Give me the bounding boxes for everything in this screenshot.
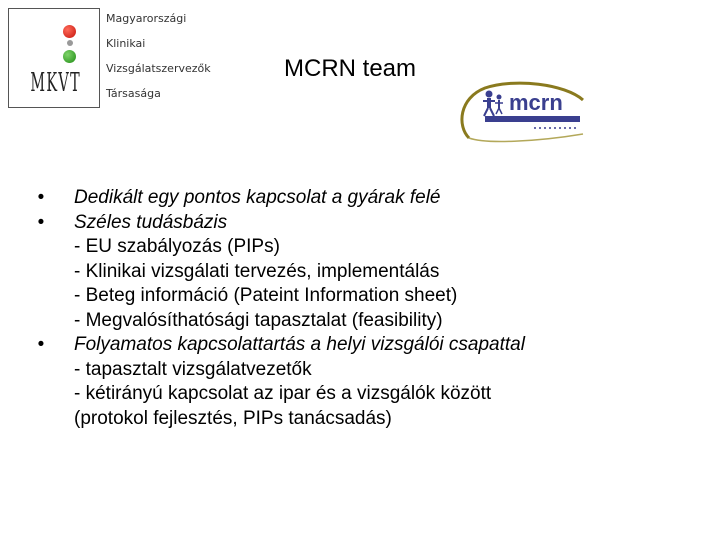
bullet-item bbox=[30, 211, 710, 236]
bullet-marker: • bbox=[37, 211, 45, 233]
children-figures-icon bbox=[483, 91, 503, 117]
org-name-line: Vizsgálatszervezők bbox=[106, 62, 211, 75]
sub-item: - tapasztalt vizsgálatvezetők bbox=[74, 358, 312, 380]
mkvt-letter: T bbox=[70, 68, 80, 98]
bullet-marker: • bbox=[37, 187, 45, 208]
mcrn-logo-graphic bbox=[455, 78, 590, 146]
mkvt-logo-frame bbox=[8, 8, 100, 108]
mkvt-logo bbox=[8, 8, 230, 108]
grey-dot-icon bbox=[67, 40, 73, 46]
org-name-line: Magyarországi bbox=[106, 12, 187, 25]
sub-item: - Megvalósíthatósági tapasztalat (feasibility) bbox=[74, 309, 443, 331]
mcrn-tagline-bar bbox=[485, 116, 580, 122]
mcrn-dots-row bbox=[534, 127, 576, 129]
sub-item: - kétirányú kapcsolat az ipar és a vizsgálók között bbox=[74, 383, 492, 404]
mcrn-logo bbox=[455, 78, 590, 146]
bullet-item bbox=[30, 186, 710, 211]
mkvt-letter: K bbox=[46, 68, 58, 98]
bullet-text: Dedikált egy pontos kapcsolat a gyárak felé bbox=[74, 187, 441, 208]
bullet-text: Folyamatos kapcsolattartás a helyi vizsgálói csapattal bbox=[74, 334, 525, 355]
bullet-item bbox=[30, 333, 710, 358]
sub-item: - Klinikai vizsgálati tervezés, implementálás bbox=[74, 260, 440, 282]
slide-title: MCRN team bbox=[284, 55, 417, 82]
mkvt-org-name bbox=[106, 12, 211, 112]
bullet-text: Széles tudásbázis bbox=[74, 211, 228, 233]
mcrn-ring-arc bbox=[469, 134, 583, 141]
sub-item: - Beteg információ (Pateint Information sheet) bbox=[74, 285, 458, 306]
mkvt-letter: V bbox=[58, 68, 69, 98]
green-dot-icon bbox=[63, 50, 76, 63]
org-name-line: Társasága bbox=[106, 87, 161, 100]
sub-item: - EU szabályozás (PIPs) bbox=[74, 236, 280, 257]
mkvt-letter: M bbox=[30, 68, 46, 98]
mcrn-wordmark: mcrn bbox=[509, 90, 563, 115]
bullet-list bbox=[30, 186, 710, 431]
red-dot-icon bbox=[63, 25, 76, 38]
sub-item: (protokol fejlesztés, PIPs tanácsadás) bbox=[74, 407, 392, 429]
bullet-marker: • bbox=[37, 334, 45, 355]
mkvt-letters bbox=[30, 65, 81, 101]
org-name-line: Klinikai bbox=[106, 37, 146, 50]
